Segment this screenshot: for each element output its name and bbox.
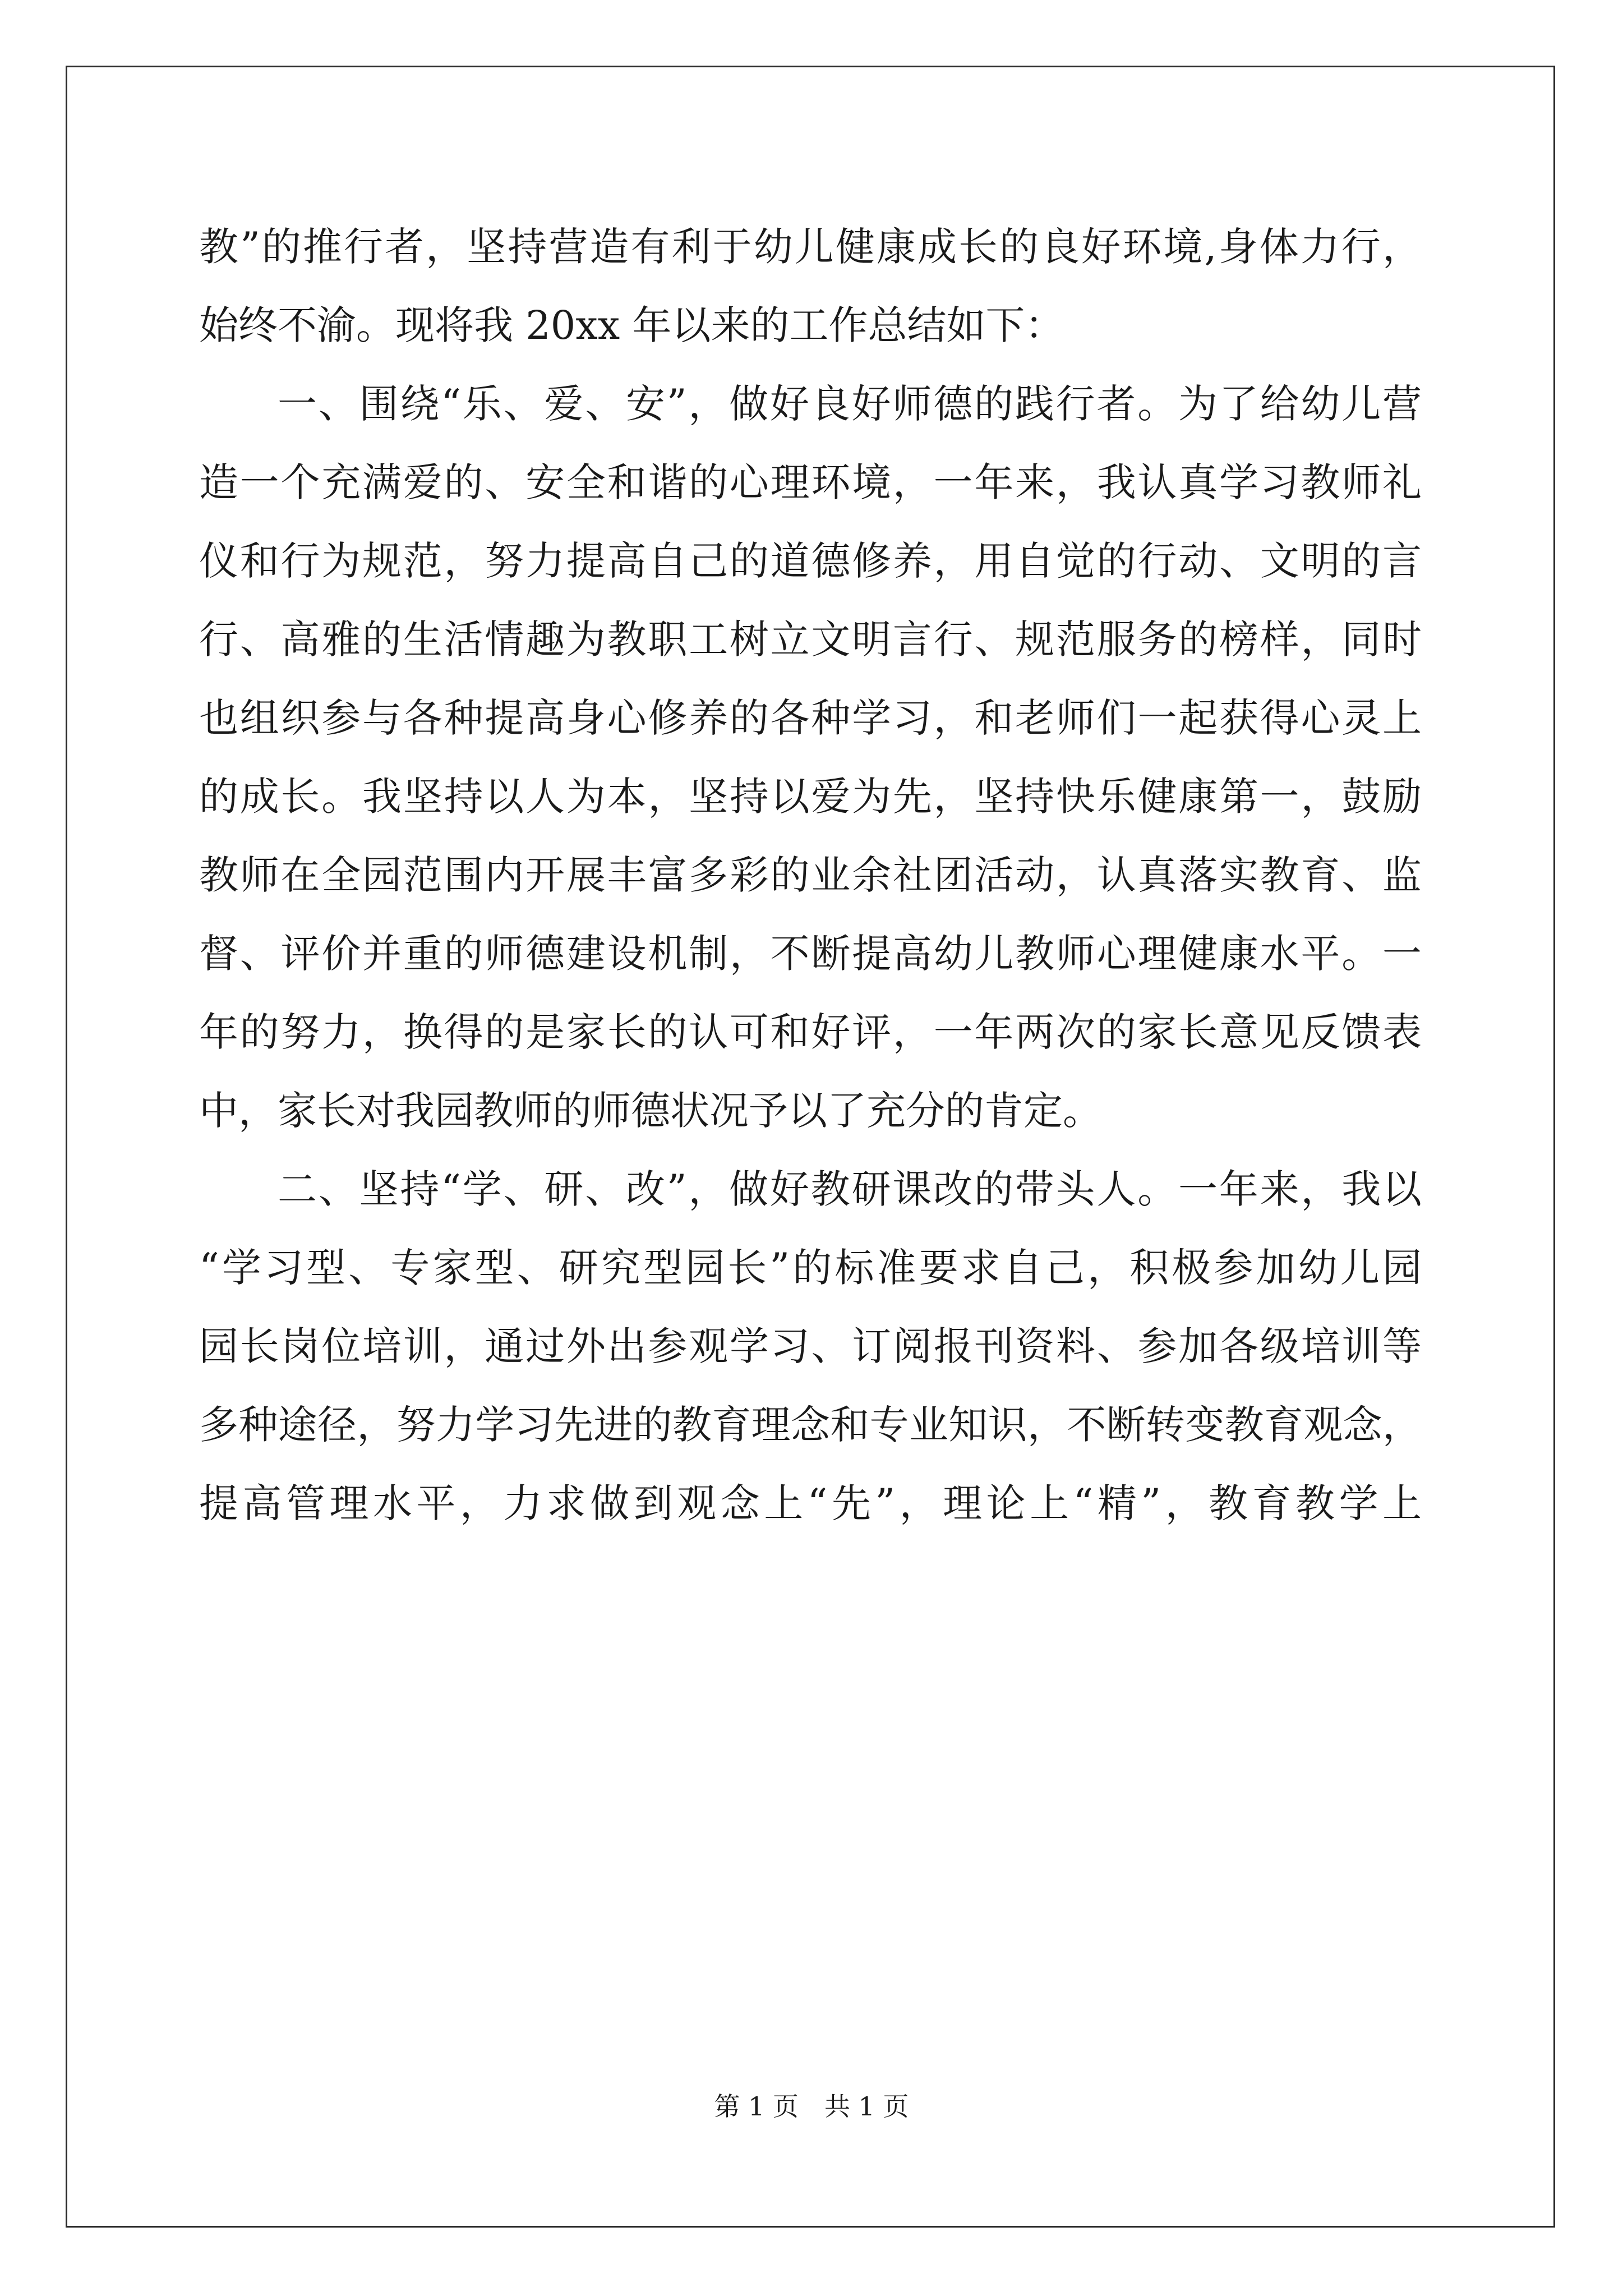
text-line: 年的努力，换得的是家长的认可和好评，一年两次的家长意见反馈表 [199, 1009, 1422, 1055]
text-line: 多种途径，努力学习先进的教育理念和专业知识，不断转变教育观念， [199, 1402, 1422, 1448]
text-line: 造一个充满爱的、安全和谐的心理环境，一年来，我认真学习教师礼 [199, 459, 1422, 505]
paragraph-start-line: 一、围绕“乐、爱、安”，做好良好师德的践行者。为了给幼儿营 [278, 381, 1422, 427]
text-line: 的成长。我坚持以人为本，坚持以爱为先，坚持快乐健康第一，鼓励 [199, 774, 1422, 820]
text-line: 园长岗位培训，通过外出参观学习、订阅报刊资料、参加各级培训等 [199, 1323, 1422, 1369]
text-line: 也组织参与各种提高身心修养的各种学习，和老师们一起获得心灵上 [199, 695, 1422, 741]
page-footer: 第 1 页 共 1 页 [714, 2091, 909, 2122]
text-line: 教”的推行者，坚持营造有利于幼儿健康成长的良好环境,身体力行， [199, 224, 1422, 270]
paragraph-start-line: 二、坚持“学、研、改”，做好教研课改的带头人。一年来，我以 [278, 1166, 1422, 1212]
text-line: 始终不渝。现将我 20xx 年以来的工作总结如下： [199, 302, 1064, 348]
text-line: 督、评价并重的师德建设机制，不断提高幼儿教师心理健康水平。一 [199, 931, 1422, 977]
text-line: 行、高雅的生活情趣为教职工树立文明言行、规范服务的榜样，同时 [199, 616, 1422, 662]
text-line: 仪和行为规范，努力提高自己的道德修养，用自觉的行动、文明的言 [199, 538, 1422, 584]
text-line: 中，家长对我园教师的师德状况予以了充分的肯定。 [199, 1088, 1102, 1134]
text-line: “学习型、专家型、研究型园长”的标准要求自己，积极参加幼儿园 [199, 1245, 1422, 1291]
text-line: 提高管理水平，力求做到观念上“先”，理论上“精”，教育教学上 [199, 1480, 1422, 1526]
text-line: 教师在全园范围内开展丰富多彩的业余社团活动，认真落实教育、监 [199, 852, 1422, 898]
